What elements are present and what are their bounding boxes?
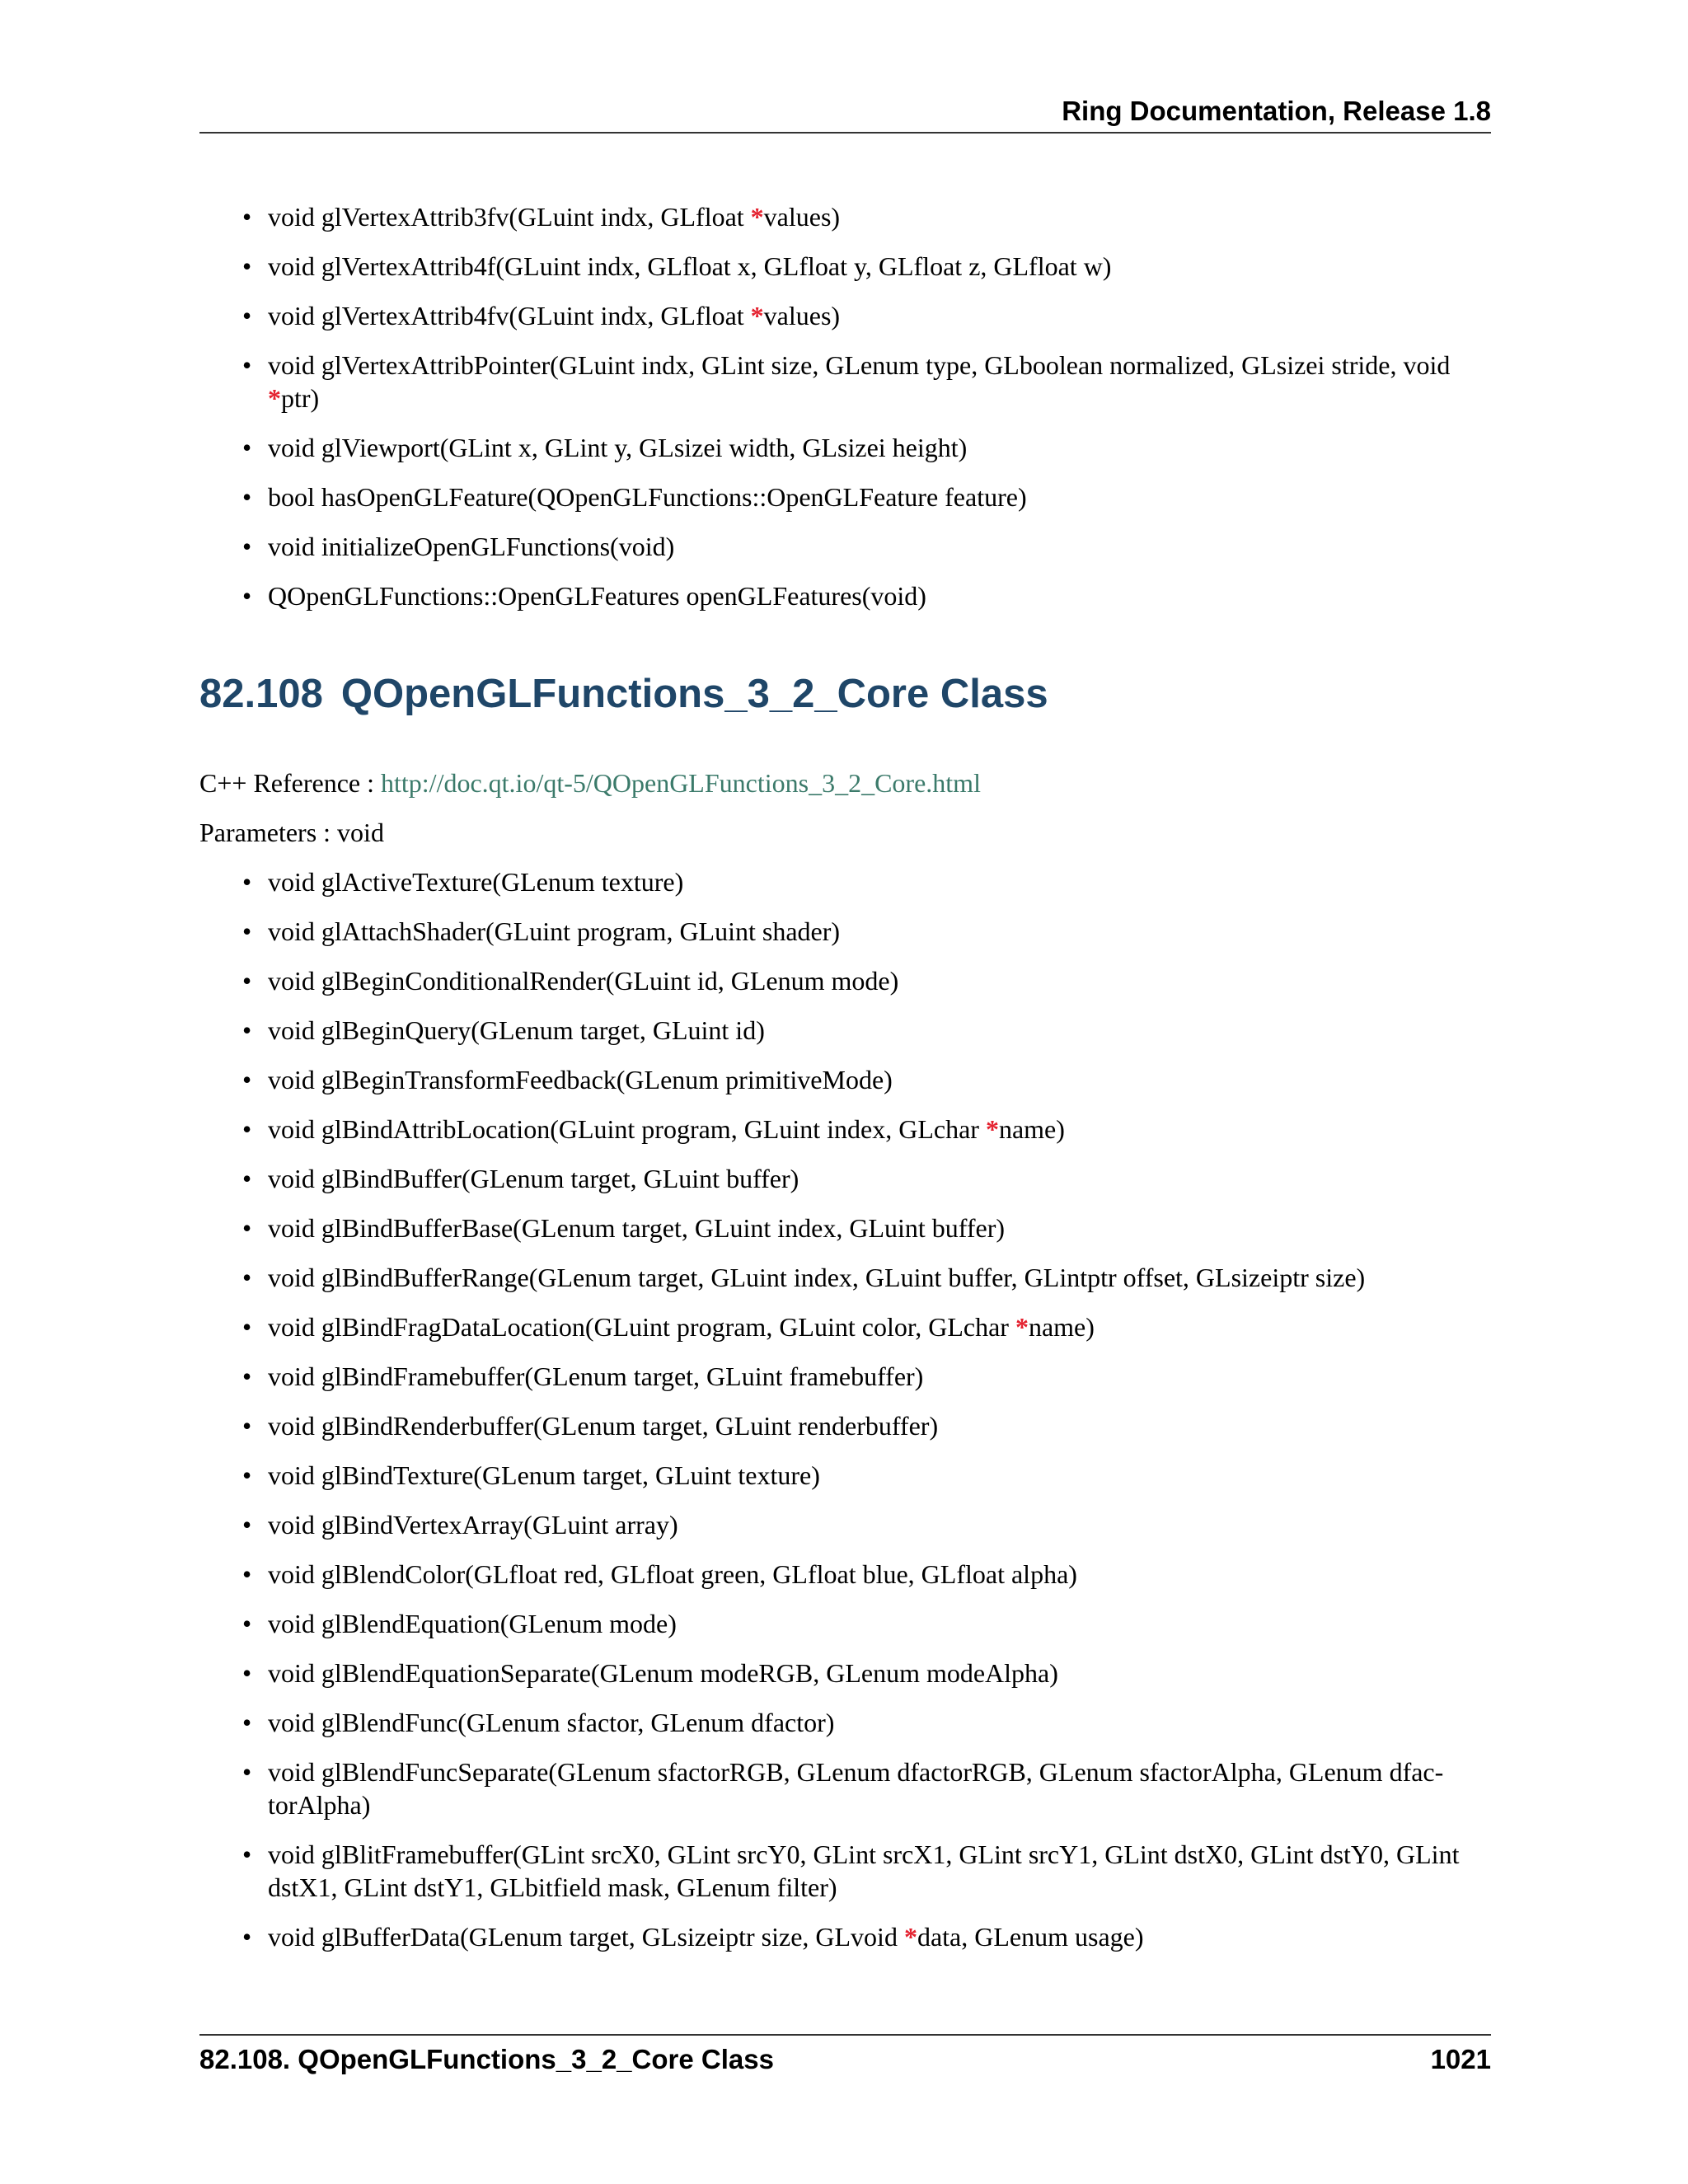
item-text: void glBindBuffer(GLenum target, GLuint buffer) — [268, 1164, 799, 1193]
list-item — [199, 1838, 1491, 1904]
item-text: void glVertexAttrib4f(GLuint indx, GLfloat x, GLfloat y, GLfloat z, GLfloat w) — [268, 251, 1112, 281]
bullet-icon: • — [242, 1922, 252, 1952]
parameters-line: Parameters : void — [199, 818, 384, 847]
item-text: void glBindVertexArray(GLuint array) — [268, 1510, 678, 1540]
item-text: void glBindBufferBase(GLenum target, GLuint index, GLuint buffer) — [268, 1213, 1006, 1243]
header-title: Ring Documentation, Release 1.8 — [1062, 96, 1491, 126]
reference-link[interactable]: http://doc.qt.io/qt-5/QOpenGLFunctions_3_2_Core.html — [381, 768, 981, 798]
bullet-icon: • — [242, 966, 252, 996]
item-text: ptr) — [281, 383, 320, 413]
item-text: void glBindBufferRange(GLenum target, GLuint index, GLuint buffer, GLintptr offset, GLsizeiptr size) — [268, 1263, 1366, 1292]
bullet-list — [199, 865, 1491, 1953]
list-item — [199, 530, 1491, 563]
list-item — [199, 1162, 1491, 1195]
section-heading — [199, 671, 1048, 717]
list-item — [199, 299, 1491, 332]
bullet-list — [199, 200, 1491, 612]
bullet-icon: • — [242, 1015, 252, 1045]
item-text: void glBindRenderbuffer(GLenum target, GLuint renderbuffer) — [268, 1411, 939, 1441]
bullet-icon: • — [242, 433, 252, 462]
function-list-top — [199, 200, 1491, 629]
list-item — [199, 1063, 1491, 1096]
item-text: void glBindFragDataLocation(GLuint program, GLuint color, GLchar — [268, 1312, 1015, 1342]
bullet-icon: • — [242, 867, 252, 897]
section-number: 82.108 — [199, 672, 323, 716]
item-text: void glBindAttribLocation(GLuint program, GLuint index, GLchar — [268, 1114, 986, 1144]
pointer-asterisk: * — [750, 301, 764, 330]
bullet-icon: • — [242, 1213, 252, 1243]
bullet-icon: • — [242, 1065, 252, 1094]
list-item — [199, 1706, 1491, 1739]
bullet-icon: • — [242, 1460, 252, 1490]
bullet-icon: • — [242, 1263, 252, 1292]
list-item — [199, 480, 1491, 513]
list-item — [199, 1360, 1491, 1393]
list-item — [199, 1212, 1491, 1244]
item-text: void glBeginQuery(GLenum target, GLuint id) — [268, 1015, 765, 1045]
item-text: void glBindFramebuffer(GLenum target, GLuint framebuffer) — [268, 1361, 924, 1391]
item-text: void glBlendColor(GLfloat red, GLfloat green, GLfloat blue, GLfloat alpha) — [268, 1559, 1077, 1589]
list-item — [199, 1755, 1491, 1821]
item-text: values) — [763, 301, 841, 330]
bullet-icon: • — [242, 916, 252, 946]
bullet-icon: • — [242, 1411, 252, 1441]
list-item — [199, 915, 1491, 948]
list-item — [199, 865, 1491, 898]
list-item — [199, 1920, 1491, 1953]
page-number: 1021 — [1430, 2044, 1491, 2074]
item-text: void glBindTexture(GLenum target, GLuint texture) — [268, 1460, 820, 1490]
list-item — [199, 1508, 1491, 1541]
bullet-icon: • — [242, 1658, 252, 1688]
item-text: void glBlendFuncSeparate(GLenum sfactorRGB, GLenum dfactorRGB, GLenum sfactorAlpha, GLenum dfac-torAlpha) — [268, 1757, 1444, 1820]
footer-section-label: 82.108. QOpenGLFunctions_3_2_Core Class — [199, 2044, 774, 2074]
list-item — [199, 349, 1491, 415]
reference-label: C++ Reference : — [199, 768, 381, 798]
pointer-asterisk: * — [268, 383, 281, 413]
list-item — [199, 579, 1491, 612]
list-item — [199, 250, 1491, 283]
bullet-icon: • — [242, 1708, 252, 1737]
bullet-icon: • — [242, 1609, 252, 1638]
cpp-reference — [199, 766, 981, 799]
list-item — [199, 1607, 1491, 1640]
list-item — [199, 1558, 1491, 1591]
list-item — [199, 1657, 1491, 1690]
item-text: void glVertexAttribPointer(GLuint indx, GLint size, GLenum type, GLboolean normalized, GLsizei stride, void — [268, 350, 1451, 380]
bullet-icon: • — [242, 1510, 252, 1540]
item-text: void glActiveTexture(GLenum texture) — [268, 867, 684, 897]
bullet-icon: • — [242, 350, 252, 380]
section-title: QOpenGLFunctions_3_2_Core Class — [340, 672, 1048, 716]
list-item — [199, 200, 1491, 233]
bullet-icon: • — [242, 482, 252, 512]
item-text: void glAttachShader(GLuint program, GLuint shader) — [268, 916, 841, 946]
item-text: name) — [998, 1114, 1065, 1144]
bullet-icon: • — [242, 1164, 252, 1193]
item-text: void glVertexAttrib4fv(GLuint indx, GLfloat — [268, 301, 751, 330]
item-text: void glBlitFramebuffer(GLint srcX0, GLint srcY0, GLint srcX1, GLint srcY1, GLint dstX0, GLint dstY0, GLint dstX1, GLint dstY1, GLbitfield mask, GLenum filter) — [268, 1840, 1460, 1902]
item-text: data, GLenum usage) — [917, 1922, 1144, 1952]
item-text: void glBufferData(GLenum target, GLsizeiptr size, GLvoid — [268, 1922, 904, 1952]
item-text: void glBlendEquation(GLenum mode) — [268, 1609, 677, 1638]
bullet-icon: • — [242, 581, 252, 611]
pointer-asterisk: * — [1015, 1312, 1029, 1342]
list-item — [199, 1014, 1491, 1047]
bullet-icon: • — [242, 1312, 252, 1342]
list-item — [199, 1409, 1491, 1442]
function-list-main — [199, 865, 1491, 1970]
item-text: void glBeginConditionalRender(GLuint id, GLenum mode) — [268, 966, 899, 996]
pointer-asterisk: * — [750, 202, 764, 232]
bullet-icon: • — [242, 1840, 252, 1869]
item-text: void glBlendFunc(GLenum sfactor, GLenum dfactor) — [268, 1708, 835, 1737]
item-text: void initializeOpenGLFunctions(void) — [268, 532, 675, 561]
list-item — [199, 1261, 1491, 1294]
pointer-asterisk: * — [903, 1922, 917, 1952]
bullet-icon: • — [242, 1559, 252, 1589]
item-text: QOpenGLFunctions::OpenGLFeatures openGLFeatures(void) — [268, 581, 926, 611]
list-item — [199, 1310, 1491, 1343]
item-text: values) — [763, 202, 841, 232]
list-item — [199, 964, 1491, 997]
bullet-icon: • — [242, 202, 252, 232]
item-text: void glViewport(GLint x, GLint y, GLsizei width, GLsizei height) — [268, 433, 968, 462]
list-item — [199, 1459, 1491, 1492]
list-item — [199, 1113, 1491, 1146]
item-text: void glBeginTransformFeedback(GLenum primitiveMode) — [268, 1065, 893, 1094]
pointer-asterisk: * — [985, 1114, 999, 1144]
bullet-icon: • — [242, 532, 252, 561]
item-text: name) — [1028, 1312, 1095, 1342]
page-header — [199, 92, 1491, 134]
bullet-icon: • — [242, 1361, 252, 1391]
bullet-icon: • — [242, 301, 252, 330]
item-text: void glVertexAttrib3fv(GLuint indx, GLfloat — [268, 202, 751, 232]
list-item — [199, 431, 1491, 464]
page-footer — [199, 2034, 1491, 2074]
bullet-icon: • — [242, 1757, 252, 1787]
bullet-icon: • — [242, 1114, 252, 1144]
bullet-icon: • — [242, 251, 252, 281]
item-text: void glBlendEquationSeparate(GLenum modeRGB, GLenum modeAlpha) — [268, 1658, 1058, 1688]
item-text: bool hasOpenGLFeature(QOpenGLFunctions::OpenGLFeature feature) — [268, 482, 1027, 512]
